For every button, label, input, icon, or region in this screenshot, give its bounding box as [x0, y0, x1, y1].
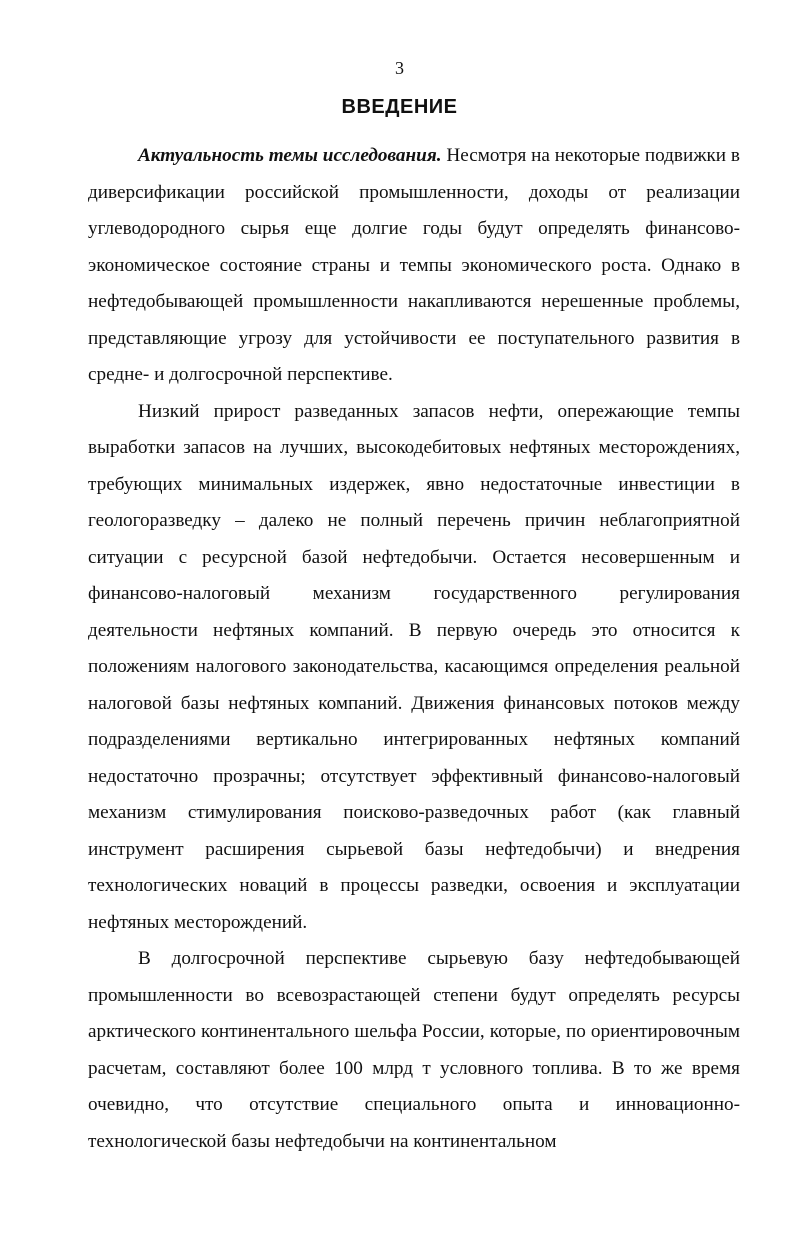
paragraph-2: Низкий прирост разведанных запасов нефти, опережающие темпы выработки запасов на лучших, высокодебитовых нефтяных месторождениях, требующих минимальных издержек, явно недостаточные инвестиции в геологоразведку – далеко не полный перечень причин неблагоприятной ситуации с ресурсной базой нефтедобычи. Остается несовершенным и финансово-налоговый механизм государственного регулирования деятельности нефтяных компаний. В первую очередь это относится к положениям налогового законодательства, касающимся определения реальной налоговой базы нефтяных компаний. Движения финансовых потоков между подразделениями вертикально интегрированных нефтяных компаний недостаточно прозрачны; отсутствует эффективный финансово-налоговый механизм стимулирования поисково-разведочных работ (как главный инструмент расширения сырьевой базы нефтедобычи) и внедрения технологических новаций в процессы разведки, освоения и эксплуатации нефтяных месторождений. [88, 400, 740, 933]
paragraph-1-text: Несмотря на некоторые подвижки в диверсификации российской промышленности, доходы от реализации углеводородного сырья еще долгие годы будут определять финансово-экономическое состояние страны и темпы экономического роста. Однако в нефтедобывающей промышленности накапливаются нерешенные проблемы, представляющие угрозу для устойчивости ее поступательного развития в средне- и долгосрочной перспективе. [88, 145, 740, 385]
body-text [88, 138, 740, 1160]
paragraph-1-lead: Актуальность темы исследования. [138, 145, 442, 166]
paragraph-1 [88, 138, 740, 394]
paragraph-3: В долгосрочной перспективе сырьевую базу нефтедобывающей промышленности во всевозрастающей степени будут определять ресурсы арктического континентального шельфа России, которые, по ориентировочным расчетам, составляют более 100 млрд т условного топлива. В то же время очевидно, что отсутствие специального опыта и инновационно-технологической базы нефтедобычи на континентальном [88, 948, 740, 1152]
section-heading: ВВЕДЕНИЕ [341, 96, 458, 118]
page-number: 3 [395, 58, 404, 78]
